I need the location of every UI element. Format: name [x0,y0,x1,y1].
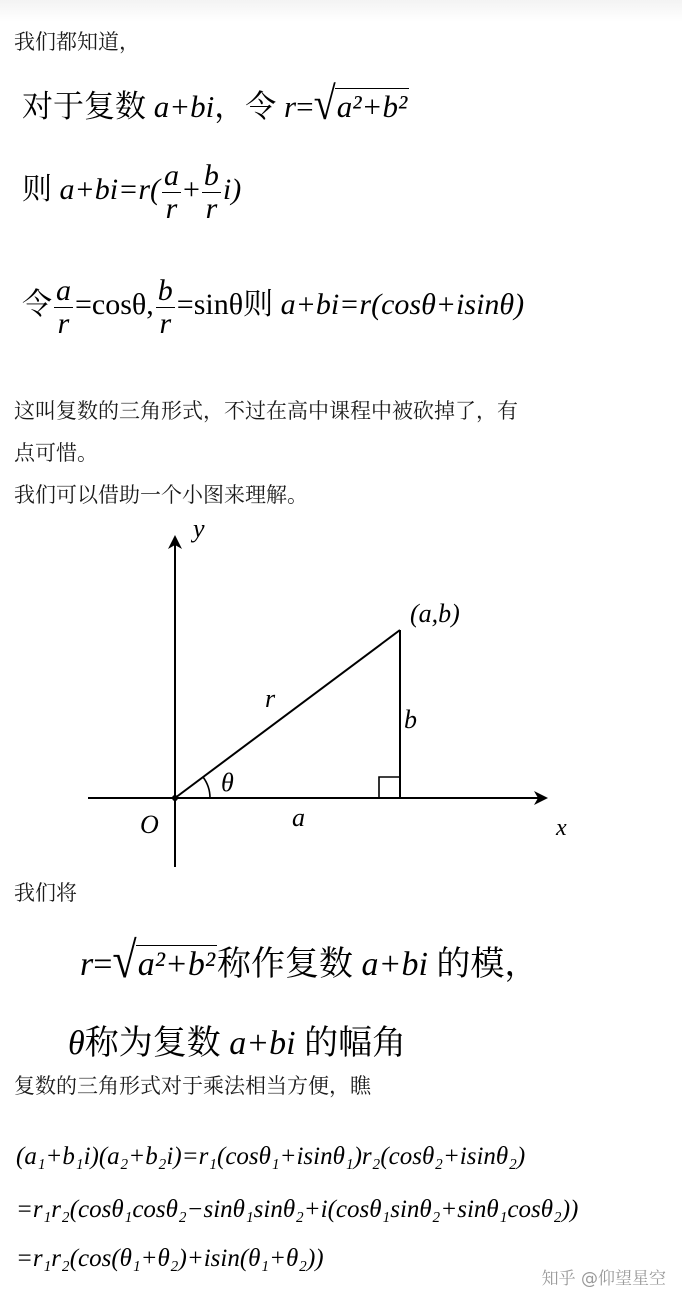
label-origin: O [140,810,159,839]
top-gradient-bar [0,0,682,22]
formula2-prefix: 则 [22,171,52,207]
formula5-expr: a+bi [229,1025,296,1062]
formula4-text1: 称作复数 [217,944,354,984]
equation-line-3: =r₁r₂(cos(θ₁+θ₂)+isin(θ₁+θ₂)) [16,1245,324,1272]
paragraph-diagram-intro: 我们可以借助一个小图来理解。 [14,483,308,507]
formula-normalized [22,160,241,224]
sqrt-sign: √ [313,77,336,130]
formula-argument [68,1015,406,1064]
formula3-rhs: a+bi=r(cosθ+isinθ) [280,287,525,321]
formula3-prefix: 令 [22,286,52,322]
label-x: x [556,815,567,841]
fraction-b-over-r [202,160,221,224]
intro-text: 我们都知道， [14,30,140,54]
label-b: b [404,705,417,734]
origin-dot [172,795,178,801]
formula-definition-r [22,77,409,130]
formula4-radicand: a²+b² [137,946,216,983]
paragraph-we-call: 我们将 [14,881,77,905]
formula1-expr: a+bi [153,89,215,124]
formula1-prefix: 对于复数 [22,89,146,125]
complex-plane-diagram [0,515,682,875]
formula3-mid2: =sinθ [176,287,244,321]
formula4-text2: 的模， [436,944,539,984]
formula2-tail: i) [222,172,242,206]
radius-line [175,630,400,798]
frac-num: b [157,274,173,307]
label-point: (a,b) [410,599,460,628]
formula1-r: r [284,89,297,124]
right-angle-marker [379,777,400,798]
paragraph-multiplication: 复数的三角形式对于乘法相当方便，瞧 [14,1074,371,1098]
formula1-eq: = [296,89,314,124]
formula5-text2: 的幅角 [304,1023,407,1063]
formula1-comma: ，令 [214,89,277,125]
formula4-r: r [80,946,94,983]
paragraph-trig-form-line2: 点可惜。 [14,441,98,465]
label-r: r [265,684,276,713]
fraction-a-over-r [162,160,181,224]
sqrt-sign: √ [112,932,137,989]
equation-line-2: =r₁r₂(cosθ₁cosθ₂−sinθ₁sinθ₂+i(cosθ₁sinθ₂+sinθ₁cosθ₂)) [16,1196,579,1223]
formula5-text1: 称为复数 [84,1023,221,1063]
frac-num: a [164,159,179,192]
formula1-radicand: a²+b² [336,89,408,124]
formula5-theta: θ [68,1025,85,1062]
formula4-expr: a+bi [361,946,428,983]
label-theta: θ [221,768,234,797]
formula4-eq: = [93,946,113,983]
formula-modulus [80,932,539,989]
frac-den: r [165,191,178,225]
label-y: y [193,515,205,543]
formula2-plus: + [183,172,200,206]
fraction-a-over-r [54,275,73,339]
frac-den: r [57,306,70,340]
frac-num: a [56,274,71,307]
paragraph-trig-form-line1: 这叫复数的三角形式，不过在高中课程中被砍掉了，有 [14,399,518,423]
fraction-b-over-r [156,275,175,339]
formula2-lhs: a+bi=r( [59,172,160,206]
frac-den: r [205,191,218,225]
frac-num: b [203,159,219,192]
formula3-then: 则 [243,286,274,322]
watermark: 知乎 @仰望星空 [541,1269,666,1289]
frac-den: r [159,306,172,340]
angle-arc [203,777,210,798]
formula-trig-form [22,275,524,339]
formula3-mid1: =cosθ, [75,287,154,321]
label-a: a [292,803,305,832]
equation-line-1: (a₁+b₁i)(a₂+b₂i)=r₁(cosθ₁+isinθ₁)r₂(cosθ₂+isinθ₂) [16,1143,526,1170]
